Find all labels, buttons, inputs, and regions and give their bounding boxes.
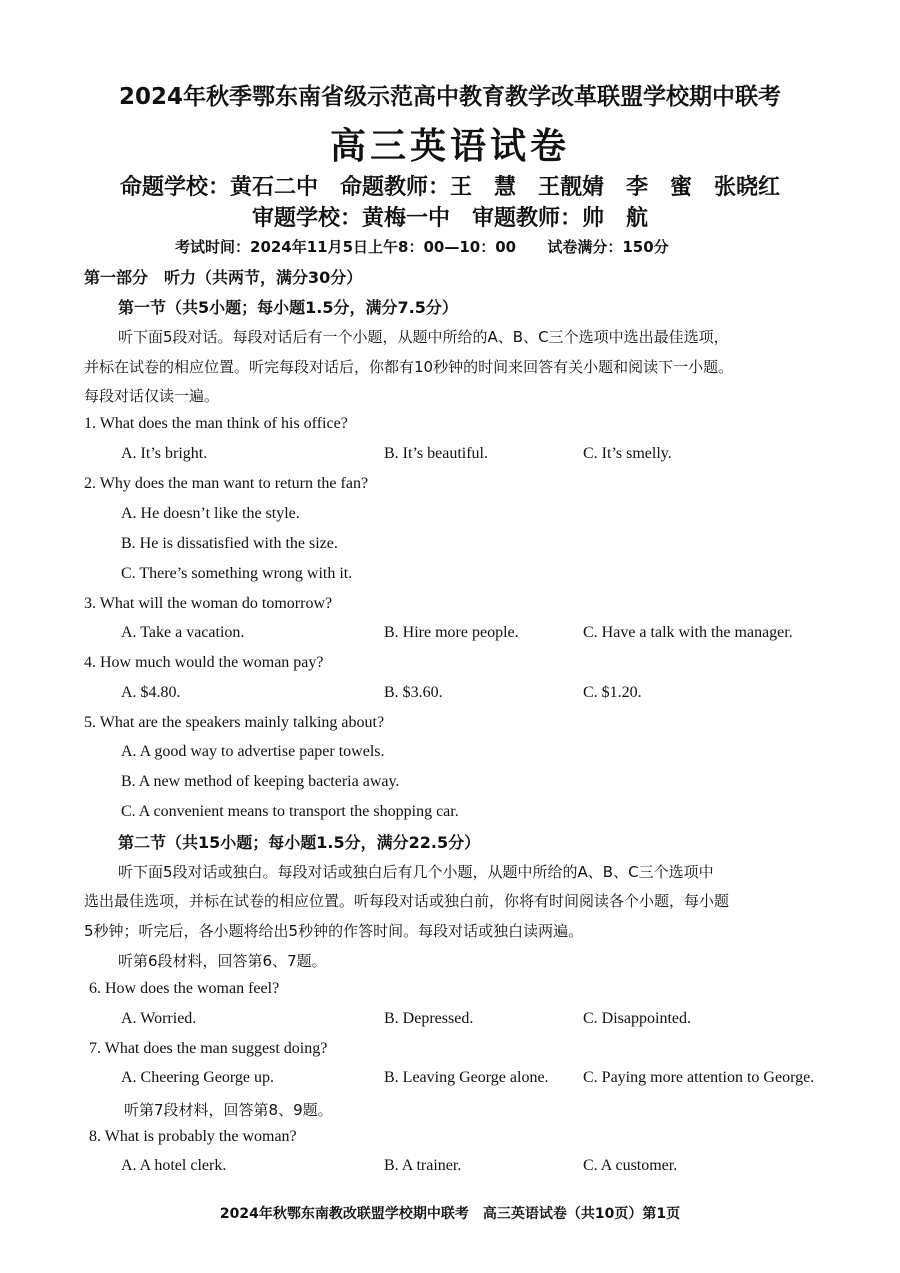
setters-line: 命题学校：黄石二中 命题教师：王 慧 王靓婧 李 蜜 张晓红 (119, 175, 780, 200)
section2-instruction-3: 5秒钟；听完后，各小题将给出5秒钟的作答时间。每段对话或独白读两遍。 (84, 922, 584, 940)
q1-option-b: B. It’s beautiful. (384, 445, 488, 462)
q8-option-a: A. A hotel clerk. (121, 1157, 227, 1174)
q4-option-a: A. $4.80. (121, 684, 181, 701)
material-6-instruction: 听第6段材料，回答第6、7题。 (118, 952, 327, 970)
q8-option-b: B. A trainer. (384, 1157, 462, 1174)
full-score: 试卷满分：150分 (547, 238, 669, 256)
question-3: 3. What will the woman do tomorrow? (84, 595, 333, 612)
section2-instruction-2: 选出最佳选项，并标在试卷的相应位置。听每段对话或独白前，你将有时间阅读各个小题，每小题 (84, 892, 730, 910)
q8-option-c: C. A customer. (583, 1157, 678, 1174)
q5-option-a: A. A good way to advertise paper towels. (121, 743, 385, 760)
q6-option-a: A. Worried. (121, 1010, 197, 1027)
q5-option-b: B. A new method of keeping bacteria away. (121, 773, 400, 790)
q2-option-c: C. There’s something wrong with it. (121, 565, 353, 582)
q3-option-a: A. Take a vacation. (121, 624, 245, 641)
q7-option-b: B. Leaving George alone. (384, 1069, 549, 1086)
q3-option-c: C. Have a talk with the manager. (583, 624, 793, 641)
exam-meta (175, 236, 695, 257)
page-footer: 2024年秋鄂东南教改联盟学校期中联考 高三英语试卷（共10页）第1页 (219, 1206, 681, 1222)
question-2: 2. Why does the man want to return the fan? (84, 475, 369, 492)
reviewers-line: 审题学校：黄梅一中 审题教师：帅 航 (251, 206, 648, 231)
exam-title: 2024年秋季鄂东南省级示范高中教育教学改革联盟学校期中联考 (118, 84, 781, 110)
q3-option-b: B. Hire more people. (384, 624, 519, 641)
q6-option-b: B. Depressed. (384, 1010, 474, 1027)
question-6: 6. How does the woman feel? (89, 980, 280, 997)
question-5: 5. What are the speakers mainly talking about? (84, 714, 385, 731)
q4-option-c: C. $1.20. (583, 684, 642, 701)
section2-title: 第二节（共15小题；每小题1.5分，满分22.5分） (118, 833, 481, 852)
section1-instruction-3: 每段对话仅读一遍。 (84, 387, 220, 405)
section2-instruction-1: 听下面5段对话或独白。每段对话或独白后有几个小题，从题中所给的A、B、C三个选项中 (118, 863, 714, 881)
section1-title: 第一节（共5小题；每小题1.5分，满分7.5分） (118, 298, 458, 317)
q1-option-a: A. It’s bright. (121, 445, 208, 462)
question-7: 7. What does the man suggest doing? (89, 1040, 328, 1057)
paper-subtitle: 高三英语试卷 (329, 126, 570, 167)
q2-option-b: B. He is dissatisfied with the size. (121, 535, 338, 552)
material-7-instruction: 听第7段材料，回答第8、9题。 (124, 1101, 333, 1119)
q5-option-c: C. A convenient means to transport the shopping car. (121, 803, 459, 820)
q1-option-c: C. It’s smelly. (583, 445, 672, 462)
exam-time: 考试时间：2024年11月5日上午8：00—10：00 (175, 238, 517, 256)
question-8: 8. What is probably the woman? (89, 1128, 297, 1145)
question-4: 4. How much would the woman pay? (84, 654, 324, 671)
section1-instruction-1: 听下面5段对话。每段对话后有一个小题，从题中所给的A、B、C三个选项中选出最佳选项， (118, 328, 729, 346)
q2-option-a: A. He doesn’t like the style. (121, 505, 300, 522)
question-1: 1. What does the man think of his office? (84, 415, 348, 432)
section1-instruction-2: 并标在试卷的相应位置。听完每段对话后，你都有10秒钟的时间来回答有关小题和阅读下一小题。 (84, 358, 734, 376)
q7-option-a: A. Cheering George up. (121, 1069, 274, 1086)
q7-option-c: C. Paying more attention to George. (583, 1069, 815, 1086)
q4-option-b: B. $3.60. (384, 684, 443, 701)
q6-option-c: C. Disappointed. (583, 1010, 691, 1027)
part1-title: 第一部分 听力（共两节，满分30分） (84, 268, 363, 287)
